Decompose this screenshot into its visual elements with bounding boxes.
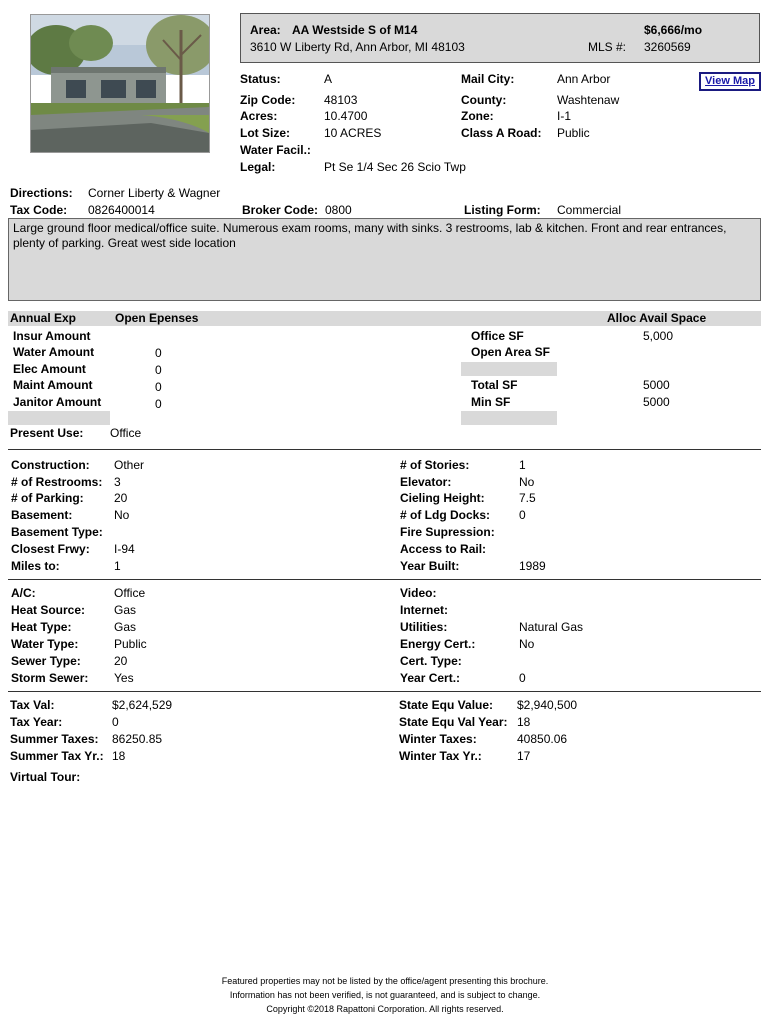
property-address: 3610 W Liberty Rd, Ann Arbor, MI 48103 <box>250 40 465 54</box>
class-a-road-label: Class A Road: <box>461 126 542 140</box>
ac-value: Office <box>114 586 146 600</box>
winter-tax-yr-value: 17 <box>517 749 531 763</box>
miles-to-value: 1 <box>114 559 121 573</box>
zone-label: Zone: <box>461 109 494 123</box>
directions-label: Directions: <box>10 186 73 200</box>
open-area-sf-label: Open Area SF <box>471 345 550 359</box>
zip-value: 48103 <box>324 93 358 107</box>
state-equ-value-label: State Equ Value: <box>399 698 494 712</box>
utilities-label: Utilities: <box>400 620 448 634</box>
water-facil-label: Water Facil.: <box>240 143 311 157</box>
tax-code-value: 0826400014 <box>88 203 155 217</box>
price: $6,666/mo <box>644 23 703 37</box>
stories-value: 1 <box>519 458 526 472</box>
acres-value: 10.4700 <box>324 109 368 123</box>
construction-label: Construction: <box>11 458 90 472</box>
year-built-label: Year Built: <box>400 559 460 573</box>
zip-label: Zip Code: <box>240 93 296 107</box>
footer-line: Information has not been verified, is not guaranteed, and is subject to change. <box>229 990 541 1000</box>
expense-blank-cell <box>8 411 110 425</box>
county-label: County: <box>461 93 507 107</box>
divider <box>8 449 761 450</box>
footer-disclaimer <box>0 974 770 1016</box>
alloc-space-heading: Alloc Avail Space <box>607 311 707 325</box>
divider <box>8 579 761 580</box>
access-rail-label: Access to Rail: <box>400 542 487 556</box>
maint-amount-value: 0 <box>155 380 162 394</box>
total-sf-value: 5000 <box>643 378 670 392</box>
mail-city-label: Mail City: <box>461 72 515 86</box>
annual-exp-heading: Annual Exp <box>10 311 77 325</box>
basement-value: No <box>114 508 130 522</box>
listing-header <box>240 13 760 63</box>
basement-label: Basement: <box>11 508 73 522</box>
lot-size-value: 10 ACRES <box>324 126 382 140</box>
winter-tax-yr-label: Winter Tax Yr.: <box>399 749 482 763</box>
office-sf-value: 5,000 <box>643 329 674 343</box>
state-equ-year-value: 18 <box>517 715 531 729</box>
tax-year-value: 0 <box>112 715 119 729</box>
water-type-label: Water Type: <box>11 637 79 651</box>
elevator-value: No <box>519 475 535 489</box>
fire-supression-label: Fire Supression: <box>400 525 495 539</box>
cert-type-label: Cert. Type: <box>400 654 462 668</box>
janitor-amount-value: 0 <box>155 397 162 411</box>
sewer-type-label: Sewer Type: <box>11 654 81 668</box>
area-label: Area: <box>250 23 281 37</box>
miles-to-label: Miles to: <box>11 559 60 573</box>
summer-taxes-label: Summer Taxes: <box>10 732 99 746</box>
summer-tax-yr-value: 18 <box>112 749 126 763</box>
state-equ-year-label: State Equ Val Year: <box>399 715 508 729</box>
min-sf-label: Min SF <box>471 395 511 409</box>
lot-size-label: Lot Size: <box>240 126 290 140</box>
janitor-amount-label: Janitor Amount <box>13 395 102 409</box>
year-cert-label: Year Cert.: <box>400 671 461 685</box>
remarks-box: Large ground floor medical/office suite. Numerous exam rooms, many with sinks. 3 restrooms, lab & kitchen. Front and rear entrances, plenty of parking. Great west side location <box>8 218 761 301</box>
storm-sewer-label: Storm Sewer: <box>11 671 89 685</box>
parking-value: 20 <box>114 491 128 505</box>
year-built-value: 1989 <box>519 559 546 573</box>
winter-taxes-label: Winter Taxes: <box>399 732 477 746</box>
construction-value: Other <box>114 458 145 472</box>
total-sf-label: Total SF <box>471 378 518 392</box>
listing-form-value: Commercial <box>557 203 622 217</box>
legal-label: Legal: <box>240 160 276 174</box>
footer-line: Featured properties may not be listed by the office/agent presenting this brochure. <box>221 976 549 986</box>
expenses-header-bar <box>8 311 761 326</box>
broker-code-value: 0800 <box>325 203 352 217</box>
elec-amount-value: 0 <box>155 363 162 377</box>
present-use-value: Office <box>110 426 142 440</box>
tax-year-label: Tax Year: <box>10 715 63 729</box>
tax-val-value: $2,624,529 <box>112 698 173 712</box>
water-amount-label: Water Amount <box>13 345 95 359</box>
class-a-road-value: Public <box>557 126 590 140</box>
heat-source-label: Heat Source: <box>11 603 86 617</box>
mail-city-value: Ann Arbor <box>557 72 611 86</box>
min-sf-value: 5000 <box>643 395 670 409</box>
virtual-tour-label: Virtual Tour: <box>10 770 81 784</box>
parking-label: # of Parking: <box>11 491 84 505</box>
water-amount-value: 0 <box>155 346 162 360</box>
status-label: Status: <box>240 72 281 86</box>
space-blank-cell-2 <box>461 411 557 425</box>
office-sf-label: Office SF <box>471 329 524 343</box>
listing-form-label: Listing Form: <box>464 203 541 217</box>
footer-copyright: Copyright ©2018 Rapattoni Corporation. All rights reserved. <box>266 1004 504 1014</box>
elec-amount-label: Elec Amount <box>13 362 86 376</box>
status-value: A <box>324 72 333 86</box>
restrooms-value: 3 <box>114 475 121 489</box>
state-equ-value: $2,940,500 <box>517 698 578 712</box>
summer-taxes-value: 86250.85 <box>112 732 163 746</box>
restrooms-label: # of Restrooms: <box>11 475 103 489</box>
legal-value: Pt Se 1/4 Sec 26 Scio Twp <box>324 160 466 174</box>
present-use-label: Present Use: <box>10 426 84 440</box>
mls-number: 3260569 <box>644 40 691 54</box>
summer-tax-yr-label: Summer Tax Yr.: <box>10 749 104 763</box>
directions-value: Corner Liberty & Wagner <box>88 186 221 200</box>
space-blank-cell-1 <box>461 362 557 376</box>
mls-label: MLS #: <box>588 40 627 54</box>
loading-docks-value: 0 <box>519 508 526 522</box>
energy-cert-value: No <box>519 637 535 651</box>
storm-sewer-value: Yes <box>114 671 134 685</box>
ceiling-height-label: Cieling Height: <box>400 491 485 505</box>
water-type-value: Public <box>114 637 147 651</box>
elevator-label: Elevator: <box>400 475 452 489</box>
divider <box>8 691 761 692</box>
year-cert-value: 0 <box>519 671 526 685</box>
broker-code-label: Broker Code: <box>242 203 319 217</box>
tax-val-label: Tax Val: <box>10 698 55 712</box>
energy-cert-label: Energy Cert.: <box>400 637 476 651</box>
heat-type-value: Gas <box>114 620 137 634</box>
loading-docks-label: # of Ldg Docks: <box>400 508 491 522</box>
maint-amount-label: Maint Amount <box>13 378 93 392</box>
insur-amount-label: Insur Amount <box>13 329 91 343</box>
closest-frwy-label: Closest Frwy: <box>11 542 90 556</box>
property-photo <box>30 14 210 153</box>
ceiling-height-value: 7.5 <box>519 491 536 505</box>
open-expenses-heading: Open Epenses <box>115 311 199 325</box>
utilities-value: Natural Gas <box>519 620 584 634</box>
internet-label: Internet: <box>400 603 448 617</box>
sewer-type-value: 20 <box>114 654 128 668</box>
video-label: Video: <box>400 586 437 600</box>
closest-frwy-value: I-94 <box>114 542 135 556</box>
zone-value: I-1 <box>557 109 572 123</box>
ac-label: A/C: <box>11 586 36 600</box>
winter-taxes-value: 40850.06 <box>517 732 568 746</box>
tax-code-label: Tax Code: <box>10 203 68 217</box>
heat-source-value: Gas <box>114 603 137 617</box>
basement-type-label: Basement Type: <box>11 525 103 539</box>
county-value: Washtenaw <box>557 93 620 107</box>
view-map-button[interactable]: View Map <box>699 72 761 91</box>
area-value: AA Westside S of M14 <box>292 23 418 37</box>
heat-type-label: Heat Type: <box>11 620 72 634</box>
acres-label: Acres: <box>240 109 278 123</box>
stories-label: # of Stories: <box>400 458 470 472</box>
